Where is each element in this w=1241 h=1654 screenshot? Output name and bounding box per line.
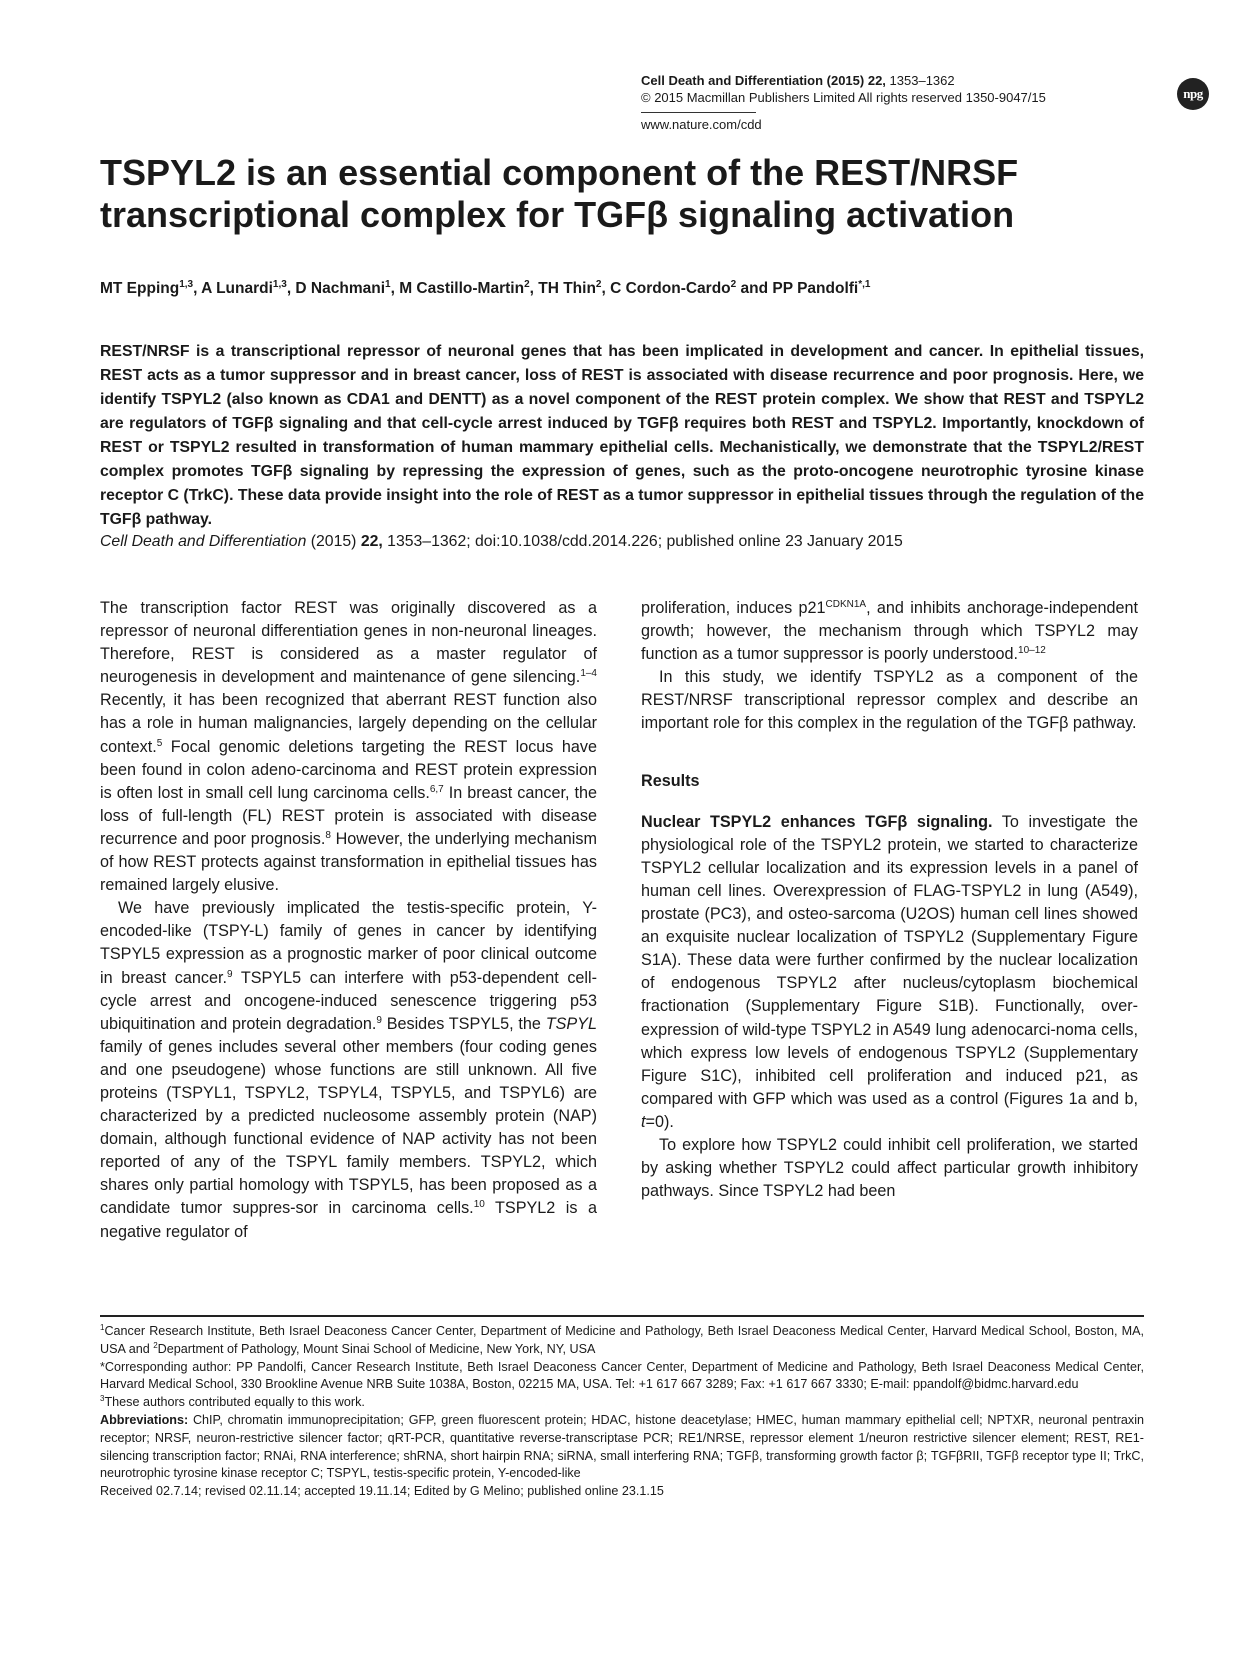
journal-citation-line	[641, 72, 1201, 89]
body-paragraph: To explore how TSPYL2 could inhibit cell proliferation, we started by asking whether TSPYL2 could affect particular growth inhibitory pathways. Since TSPYL2 had been	[641, 1135, 1138, 1201]
body-paragraph	[100, 597, 597, 897]
text-run: These authors contributed equally to this work.	[104, 1395, 365, 1410]
reference-marker[interactable]: 1–4	[580, 668, 597, 680]
affiliation-marker: 2	[595, 279, 602, 290]
abbreviations-footnote	[100, 1412, 1144, 1483]
reference-marker[interactable]: 9	[376, 1014, 382, 1026]
citation-volume: 22,	[360, 533, 383, 550]
corresponding-author-footnote: *Corresponding author: PP Pandolfi, Cancer Research Institute, Beth Israel Deaconess Cancer Center, Department of Medicine and Pathology, Beth Israel Deaconess Medical Center, Harvard Medical School, 330 Brookline Avenue NRB Suite 1038A, Boston, 02215 MA, USA. Tel: +1 617 667 3289; Fax: +1 617 667 3330; E-mail: ppandolf@bidmc.harvard.edu	[100, 1359, 1144, 1392]
affiliation-marker: 1,3	[272, 279, 287, 290]
affiliations-footnote	[100, 1323, 1144, 1359]
journal-pages: 1353–1362	[889, 73, 955, 88]
text-run: The transcription factor REST was originally discovered as a repressor of neuronal differentiation genes in non-neuronal lineages. Therefore, REST is considered as a master regulator of neurogenesis in development and maintenance of gene silencing.	[100, 599, 597, 687]
text-run: ChIP, chromatin immunoprecipitation; GFP, green fluorescent protein; HDAC, histone deacetylase; HMEC, human mammary epithelial cell; NPTXR, neuronal pentraxin receptor; NRSF, neuron-restrictive silencer factor; qRT-PCR, quantitative reverse-transcriptase PCR; RE1/NRSE, repressor element 1/neuron restrictive silencer element; REST, RE1-silencing transcription factor; RNAi, RNA interference; shRNA, short hairpin RNA; siRNA, small interfering RNA; TGFβ, transforming growth factor β; TGFβRII, TGFβ receptor type II; TrkC, neurotrophic tyrosine kinase receptor C; TSPYL, testis-specific protein, Y-encoded-like	[100, 1412, 1144, 1481]
body-column-right	[641, 597, 1138, 1203]
text-run: family of genes includes several other members (four coding genes and one pseudogene) whose functions are still unknown. All five proteins (TSPYL1, TSPYL2, TSPYL4, TSPYL5, and TSPYL6) are characterized by a predicted nucleosome assembly protein (NAP) domain, although functional evidence of NAP activity has not been reported of any of the TSPYL family members. TSPYL2, which shares only partial homology with TSPYL5, has been proposed as a candidate tumor suppres-sor in carcinoma cells.	[100, 1037, 597, 1218]
citation-line	[100, 532, 1144, 552]
text-run: =0).	[645, 1112, 674, 1131]
citation-year: (2015)	[306, 533, 361, 550]
reference-marker[interactable]: 9	[226, 968, 233, 980]
text-run: To investigate the physiological role of the TSPYL2 protein, we started to characterize TSPYL2 cellular localization and its expression levels in a panel of human cell lines. Overexpression of FLAG-TSPYL2 in lung (A549), prostate (PC3), and osteo-sarcoma (U2OS) human cell lines showed an exquisite nuclear localization of TSPYL2 (Supplementary Figure S1A). These data were further confirmed by the nuclear localization of endogenous TSPYL2 after nucleus/cytoplasm biochemical fractionation (Supplementary Figure S1B). Functionally, over-expression of wild-type TSPYL2 in A549 lung adenocarci-noma cells, which express low levels of endogenous TSPYL2 (Supplementary Figure S1C), inhibited cell proliferation and induced p21, as compared with GFP which was used as a control (Figures 1a and b,	[641, 812, 1139, 1108]
reference-marker[interactable]: 6,7	[429, 783, 444, 795]
variable: t	[641, 1112, 646, 1131]
body-paragraph	[641, 811, 1138, 1134]
text-run: , and inhibits anchorage-independent growth; however, the mechanism through which TSPYL2 may function as a tumor suppressor is poorly understood.	[641, 599, 1138, 664]
reference-marker[interactable]: 5	[156, 737, 163, 749]
affiliation-marker: 1,3	[179, 279, 194, 290]
gene-name: TSPYL	[545, 1014, 597, 1033]
abbreviations-label: Abbreviations:	[100, 1412, 189, 1427]
affiliation-marker: 1	[385, 279, 391, 290]
npg-logo-icon: npg	[1177, 78, 1209, 110]
body-column-left	[100, 597, 597, 1244]
text-run: We have previously implicated the testis-specific protein, Y-encoded-like (TSPY-L) family of genes in cancer by identifying TSPYL5 expression as a prognostic marker of poor clinical outcome in breast cancer.	[100, 899, 597, 987]
body-paragraph: In this study, we identify TSPYL2 as a component of the REST/NRSF transcriptional repressor complex and describe an important role for this complex in the regulation of the TGFβ pathway.	[641, 668, 1138, 733]
text-run: In breast cancer, the loss of full-length (FL) REST protein is associated with disease recurrence and poor prognosis.	[100, 783, 597, 848]
reference-marker[interactable]: 10–12	[1018, 645, 1046, 657]
text-run: Focal genomic deletions targeting the REST locus have been found in colon adeno-carcinoma and REST protein expression is often lost in small cell lung carcinoma cells.	[100, 737, 597, 802]
author: , M Castillo-Martin	[390, 280, 525, 297]
affiliation-marker: 2	[524, 279, 530, 290]
subsection-heading: Nuclear TSPYL2 enhances TGFβ signaling.	[641, 812, 993, 831]
citation-details: 1353–1362; doi:10.1038/cdd.2014.226; published online 23 January 2015	[382, 533, 903, 550]
header-divider	[641, 112, 756, 113]
journal-name: Cell Death and Differentiation (2015)	[641, 73, 865, 88]
abstract: REST/NRSF is a transcriptional repressor of neuronal genes that has been implicated in development and cancer. In epithelial tissues, REST acts as a tumor suppressor and in breast cancer, loss of REST is associated with disease recurrence and poor prognosis. Here, we identify TSPYL2 (also known as CDA1 and DENTT) as a novel component of the REST protein complex. We show that REST and TSPYL2 are regulators of TGFβ signaling and that cell-cycle arrest induced by TGFβ requires both REST and TSPYL2. Importantly, knockdown of REST or TSPYL2 resulted in transformation of human mammary epithelial cells. Mechanistically, we demonstrate that the TSPYL2/REST complex promotes TGFβ signaling by repressing the expression of genes, such as the proto-oncogene neurotrophic tyrosine kinase receptor C (TrkC). These data provide insight into the role of REST as a tumor suppressor in epithelial tissues through the regulation of the TGFβ pathway.	[100, 343, 1144, 528]
reference-marker[interactable]: 10	[473, 1199, 485, 1211]
affiliation-marker: 2	[153, 1340, 158, 1350]
journal-header	[641, 72, 1201, 133]
equal-contribution-footnote	[100, 1394, 1144, 1412]
author: and PP Pandolfi	[736, 280, 859, 297]
author: MT Epping	[100, 280, 180, 297]
copyright-line: © 2015 Macmillan Publishers Limited All rights reserved 1350-9047/15	[641, 90, 1046, 105]
footnotes	[100, 1315, 1144, 1501]
text-run: TSPYL5 can interfere with p53-dependent cell-cycle arrest and oncogene-induced senescence triggering p53 ubiquitination and protein degradation.	[100, 968, 597, 1033]
journal-url[interactable]: www.nature.com/cdd	[641, 117, 762, 132]
journal-volume: 22,	[867, 73, 886, 88]
body-paragraph	[641, 597, 1138, 666]
gene-superscript: CDKN1A	[825, 599, 867, 610]
body-paragraph	[100, 897, 597, 1243]
received-footnote: Received 02.7.14; revised 02.11.14; accepted 19.11.14; Edited by G Melino; published online 23.1.15	[100, 1484, 664, 1499]
affiliation-marker: 3	[100, 1394, 105, 1404]
article-title: TSPYL2 is an essential component of the REST/NRSF transcriptional complex for TGFβ signaling activation	[100, 152, 1019, 235]
author: , C Cordon-Cardo	[601, 280, 731, 297]
affiliation-marker: *,1	[858, 279, 871, 290]
text-run: Besides TSPYL5, the	[381, 1014, 546, 1033]
text-run: proliferation, induces p21	[641, 599, 826, 617]
text-run: Cancer Research Institute, Beth Israel Deaconess Cancer Center, Department of Medicine and Pathology, Beth Israel Deaconess Medical Center, Harvard Medical School, Boston, MA, USA and	[100, 1324, 1144, 1356]
text-run: However, the underlying mechanism of how REST protects against transformation in epithelial tissues has remained largely elusive.	[100, 829, 597, 895]
reference-marker[interactable]: 8	[325, 829, 331, 841]
text-run: Recently, it has been recognized that aberrant REST function also has a role in human malignancies, largely depending on the cellular context.	[100, 691, 597, 756]
citation-journal: Cell Death and Differentiation	[100, 533, 307, 550]
author-list	[100, 279, 1200, 299]
author: , D Nachmani	[286, 280, 386, 297]
section-heading: Results	[641, 771, 700, 790]
text-run: TSPYL2 is a negative regulator of	[100, 1199, 597, 1241]
author: , TH Thin	[529, 280, 596, 297]
affiliation-marker: 2	[730, 279, 737, 290]
text-run: Department of Pathology, Mount Sinai School of Medicine, New York, NY, USA	[157, 1341, 596, 1356]
affiliation-marker: 1	[100, 1323, 105, 1332]
author: , A Lunardi	[193, 280, 273, 297]
